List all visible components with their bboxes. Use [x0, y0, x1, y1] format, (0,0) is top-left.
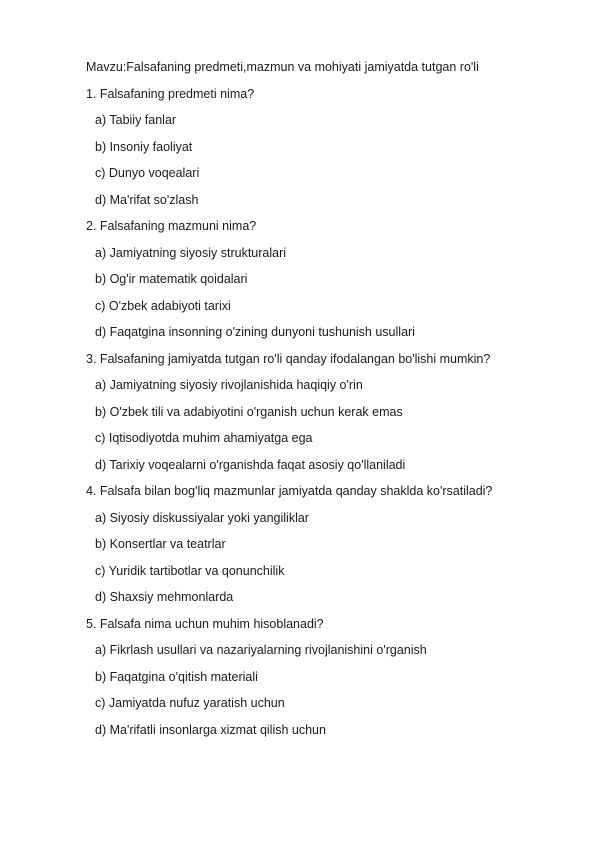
question-text: 4. Falsafa bilan bog'liq mazmunlar jamiyatda qanday shaklda ko'rsatiladi?	[86, 484, 493, 498]
answer-option: b) O'zbek tili va adabiyotini o'rganish uchun kerak emas	[95, 404, 403, 419]
page-title: Mavzu:Falsafaning predmeti,mazmun va mohiyati jamiyatda tutgan ro'li	[86, 60, 479, 74]
answer-option: a) Jamiyatning siyosiy rivojlanishida haqiqiy o'rin	[95, 378, 363, 392]
question-text: 5. Falsafa nima uchun muhim hisoblanadi?	[86, 616, 324, 631]
answer-option: b) Og'ir matematik qoidalari	[95, 272, 248, 286]
answer-option: a) Fikrlash usullari va nazariyalarning rivojlanishini o'rganish	[95, 643, 427, 657]
answer-option: b) Faqatgina o'qitish materiali	[95, 669, 258, 684]
question-block	[86, 616, 576, 749]
answer-option: d) Tarixiy voqealarni o'rganishda faqat asosiy qo'llaniladi	[95, 457, 406, 472]
answer-option: d) Ma'rifat so'zlash	[95, 192, 199, 207]
answer-option: d) Shaxsiy mehmonlarda	[95, 590, 234, 604]
document-body	[86, 59, 576, 748]
question-text: 2. Falsafaning mazmuni nima?	[86, 219, 257, 233]
question-block	[86, 86, 576, 219]
question-text: 1. Falsafaning predmeti nima?	[86, 86, 255, 101]
answer-option: c) Jamiyatda nufuz yaratish uchun	[95, 696, 285, 710]
answer-option: c) Dunyo voqealari	[95, 166, 200, 180]
question-block	[86, 218, 576, 351]
answer-option: c) Yuridik tartibotlar va qonunchilik	[95, 563, 285, 578]
answer-option: c) O'zbek adabiyoti tarixi	[95, 298, 231, 313]
answer-option: c) Iqtisodiyotda muhim ahamiyatga ega	[95, 431, 313, 445]
question-block	[86, 483, 576, 616]
question-block	[86, 351, 576, 484]
answer-option: d) Ma'rifatli insonlarga xizmat qilish uchun	[95, 722, 326, 737]
answer-option: a) Tabiiy fanlar	[95, 113, 177, 127]
answer-option: d) Faqatgina insonning o'zining dunyoni tushunish usullari	[95, 325, 415, 339]
answer-option: b) Insoniy faoliyat	[95, 139, 193, 154]
answer-option: b) Konsertlar va teatrlar	[95, 537, 226, 551]
answer-option: a) Siyosiy diskussiyalar yoki yangiliklar	[95, 510, 309, 525]
question-text: 3. Falsafaning jamiyatda tutgan ro'li qanday ifodalangan bo'lishi mumkin?	[86, 351, 491, 366]
answer-option: a) Jamiyatning siyosiy strukturalari	[95, 245, 287, 260]
